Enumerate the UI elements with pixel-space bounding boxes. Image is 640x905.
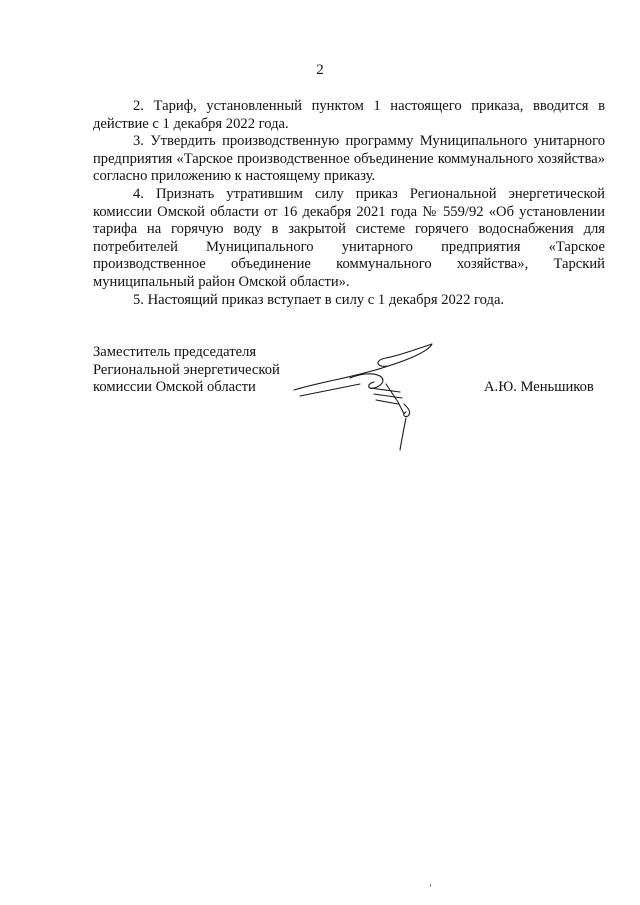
signatory-position — [93, 344, 280, 397]
signatory-position-line: Заместитель председателя — [93, 344, 257, 360]
paragraph-3: 3. Утвердить производственную программу Муниципального унитарного предприятия «Тарское производственное объединение коммунального хозяйства» согласно приложению к настоящему приказу. — [93, 133, 605, 185]
paragraph-5: 5. Настоящий приказ вступает в силу с 1 декабря 2022 года. — [133, 291, 505, 308]
signatory-name: А.Ю. Меньшиков — [484, 379, 594, 395]
signatory-position-line: Региональной энергетической — [93, 361, 280, 378]
page-number: 2 — [316, 62, 324, 78]
scan-speck — [430, 884, 431, 887]
paragraph-2: 2. Тариф, установленный пунктом 1 настоящего приказа, вводится в действие с 1 декабря 2022 года. — [93, 98, 605, 132]
handwritten-signature — [290, 338, 440, 453]
signatory-position-line: комиссии Омской области — [93, 379, 256, 396]
order-body — [93, 98, 605, 309]
paragraph-4: 4. Признать утратившим силу приказ Региональной энергетической комиссии Омской области от 16 декабря 2021 года № 559/92 «Об установлении тарифа на горячую воду в закрытой системе горячего водоснабжения для потребителей Муниципального унитарного предприятия «Тарское производственное объединение коммунального хозяйства», Тарский муниципальный район Омской области». — [93, 185, 605, 290]
